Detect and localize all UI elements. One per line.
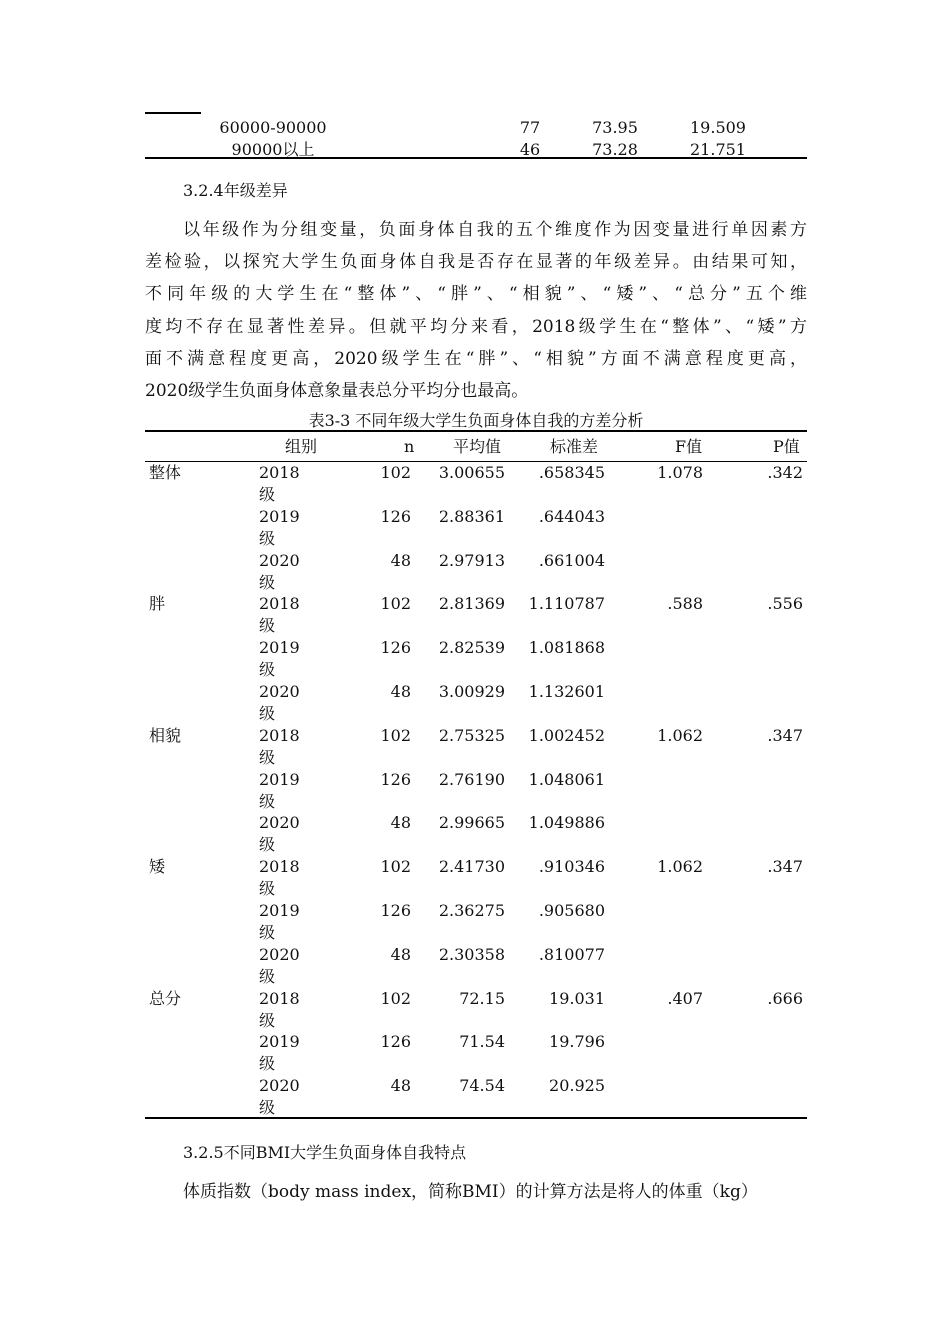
paragraph-line: 面不满意程度更高，2020级学生在“胖”、“相貌”方面不满意程度更高， — [145, 348, 807, 369]
cell-sd: .644043 — [538, 506, 605, 526]
cell-grade: 2020级 — [259, 682, 300, 723]
cell-sd: .810077 — [538, 944, 605, 964]
header-n: n — [404, 437, 415, 456]
header-f: F值 — [675, 437, 703, 456]
cell-dimension: 相貌 — [149, 725, 182, 745]
cell-mean: 2.88361 — [438, 506, 505, 526]
cell-sd: 21.751 — [690, 140, 746, 159]
cell-grade: 2018级 — [259, 594, 300, 636]
cell-n: 102 — [380, 857, 411, 877]
cell-sd: .910346 — [538, 857, 605, 877]
cell-sd: 1.048061 — [528, 769, 605, 789]
cell-grade: 2020级 — [259, 1076, 300, 1118]
cell-mean: 2.76190 — [438, 769, 505, 789]
cell-f-value: 1.062 — [657, 725, 703, 745]
cell-mean: 2.99665 — [438, 813, 505, 833]
table-top-rule — [145, 430, 807, 432]
table-bottom-rule — [145, 1117, 807, 1119]
cell-n: 48 — [390, 1076, 411, 1096]
cell-p-value: .347 — [767, 725, 803, 745]
cell-n: 126 — [380, 1032, 411, 1052]
cell-mean: 73.28 — [592, 140, 638, 159]
header-sd: 标准差 — [550, 437, 599, 456]
cell-grade: 2020级 — [259, 813, 300, 855]
cell-sd: 19.031 — [549, 988, 605, 1008]
cell-f-value: 1.078 — [657, 463, 703, 482]
cell-mean: 2.75325 — [438, 725, 505, 745]
cell-f-value: .407 — [667, 988, 703, 1008]
cell-mean: 74.54 — [459, 1076, 505, 1096]
cell-n: 102 — [380, 594, 411, 614]
cell-grade: 2018级 — [259, 988, 300, 1030]
cell-grade: 2018级 — [259, 857, 300, 899]
cell-mean: 2.30358 — [438, 944, 505, 964]
cell-n: 126 — [380, 638, 411, 658]
cell-grade: 2019级 — [259, 901, 300, 942]
paragraph-line: 差检验，以探究大学生负面身体自我是否存在显著的年级差异。由结果可知， — [145, 252, 807, 273]
section-heading-324: 3.2.4年级差异 — [183, 181, 288, 200]
table-bottom-rule — [145, 157, 807, 159]
cell-sd: .661004 — [538, 550, 605, 570]
paragraph-line: 度均不存在显著性差异。但就平均分来看，2018级学生在“整体”、“矮”方 — [145, 316, 807, 337]
cell-mean: 2.97913 — [438, 550, 505, 570]
cell-mean: 2.82539 — [438, 638, 505, 658]
header-mean: 平均值 — [453, 437, 502, 456]
table-caption: 表3-3 不同年级大学生负面身体自我的方差分析 — [308, 411, 644, 430]
paragraph-line: 2020级学生负面身体意象量表总分平均分也最高。 — [145, 380, 529, 401]
cell-sd: 1.049886 — [528, 813, 605, 833]
cell-grade: 2018级 — [259, 725, 300, 767]
cell-p-value: .666 — [767, 988, 803, 1008]
cell-n: 102 — [380, 988, 411, 1008]
cell-p-value: .347 — [767, 857, 803, 877]
cell-n: 48 — [390, 944, 411, 964]
cell-dimension: 总分 — [149, 988, 182, 1008]
cell-mean: 72.15 — [459, 988, 505, 1008]
cell-sd: 1.081868 — [528, 638, 605, 658]
cell-mean: 71.54 — [459, 1032, 505, 1052]
cell-n: 48 — [390, 682, 411, 701]
cell-grade: 2019级 — [259, 769, 300, 811]
cell-n: 48 — [390, 550, 411, 570]
cell-mean: 3.00655 — [438, 463, 505, 482]
cell-sd: 1.110787 — [528, 594, 605, 614]
cell-f-value: .588 — [667, 594, 703, 614]
cell-n: 126 — [380, 769, 411, 789]
cell-sd: .658345 — [538, 463, 605, 482]
cell-grade: 2019级 — [259, 638, 300, 680]
cell-n: 102 — [380, 463, 411, 482]
cell-mean: 2.36275 — [438, 901, 505, 920]
cell-dimension: 胖 — [149, 594, 166, 614]
cell-group: 60000-90000 — [219, 118, 327, 137]
paragraph-line: 不同年级的大学生在“整体”、“胖”、“相貌”、“矮”、“总分”五个维 — [145, 284, 807, 305]
cell-sd: 19.796 — [549, 1032, 605, 1052]
cell-sd: 20.925 — [549, 1076, 605, 1096]
cell-group: 90000以上 — [231, 140, 315, 159]
cell-n: 48 — [390, 813, 411, 833]
section-324-paragraph — [145, 214, 807, 407]
cell-sd: 19.509 — [690, 118, 746, 137]
cell-p-value: .556 — [767, 594, 803, 614]
cell-f-value: 1.062 — [657, 857, 703, 877]
cell-grade: 2019级 — [259, 1032, 300, 1074]
section-325-first-line: 体质指数（body mass index，简称BMI）的计算方法是将人的体重（kg） — [183, 1182, 758, 1202]
cell-mean: 73.95 — [592, 118, 638, 137]
cell-dimension: 整体 — [149, 463, 182, 482]
cell-grade: 2019级 — [259, 506, 300, 548]
cell-sd: .905680 — [538, 901, 605, 920]
cell-n: 126 — [380, 901, 411, 920]
cell-grade: 2018级 — [259, 463, 300, 504]
cell-mean: 3.00929 — [438, 682, 505, 701]
cell-mean: 2.81369 — [438, 594, 505, 614]
header-group: 组别 — [285, 437, 318, 456]
cell-n: 46 — [519, 140, 541, 159]
table-rule-short — [145, 112, 201, 114]
cell-sd: 1.002452 — [528, 725, 605, 745]
section-heading-325: 3.2.5不同BMI大学生负面身体自我特点 — [183, 1143, 467, 1162]
cell-sd: 1.132601 — [528, 682, 605, 701]
cell-p-value: .342 — [767, 463, 803, 482]
cell-mean: 2.41730 — [438, 857, 505, 877]
cell-grade: 2020级 — [259, 944, 300, 986]
cell-n: 126 — [380, 506, 411, 526]
cell-grade: 2020级 — [259, 550, 300, 592]
cell-n: 102 — [380, 725, 411, 745]
cell-n: 77 — [519, 118, 541, 137]
header-p: P值 — [773, 437, 800, 456]
paragraph-line: 以年级作为分组变量，负面身体自我的五个维度作为因变量进行单因素方 — [183, 220, 807, 240]
cell-dimension: 矮 — [149, 857, 166, 877]
